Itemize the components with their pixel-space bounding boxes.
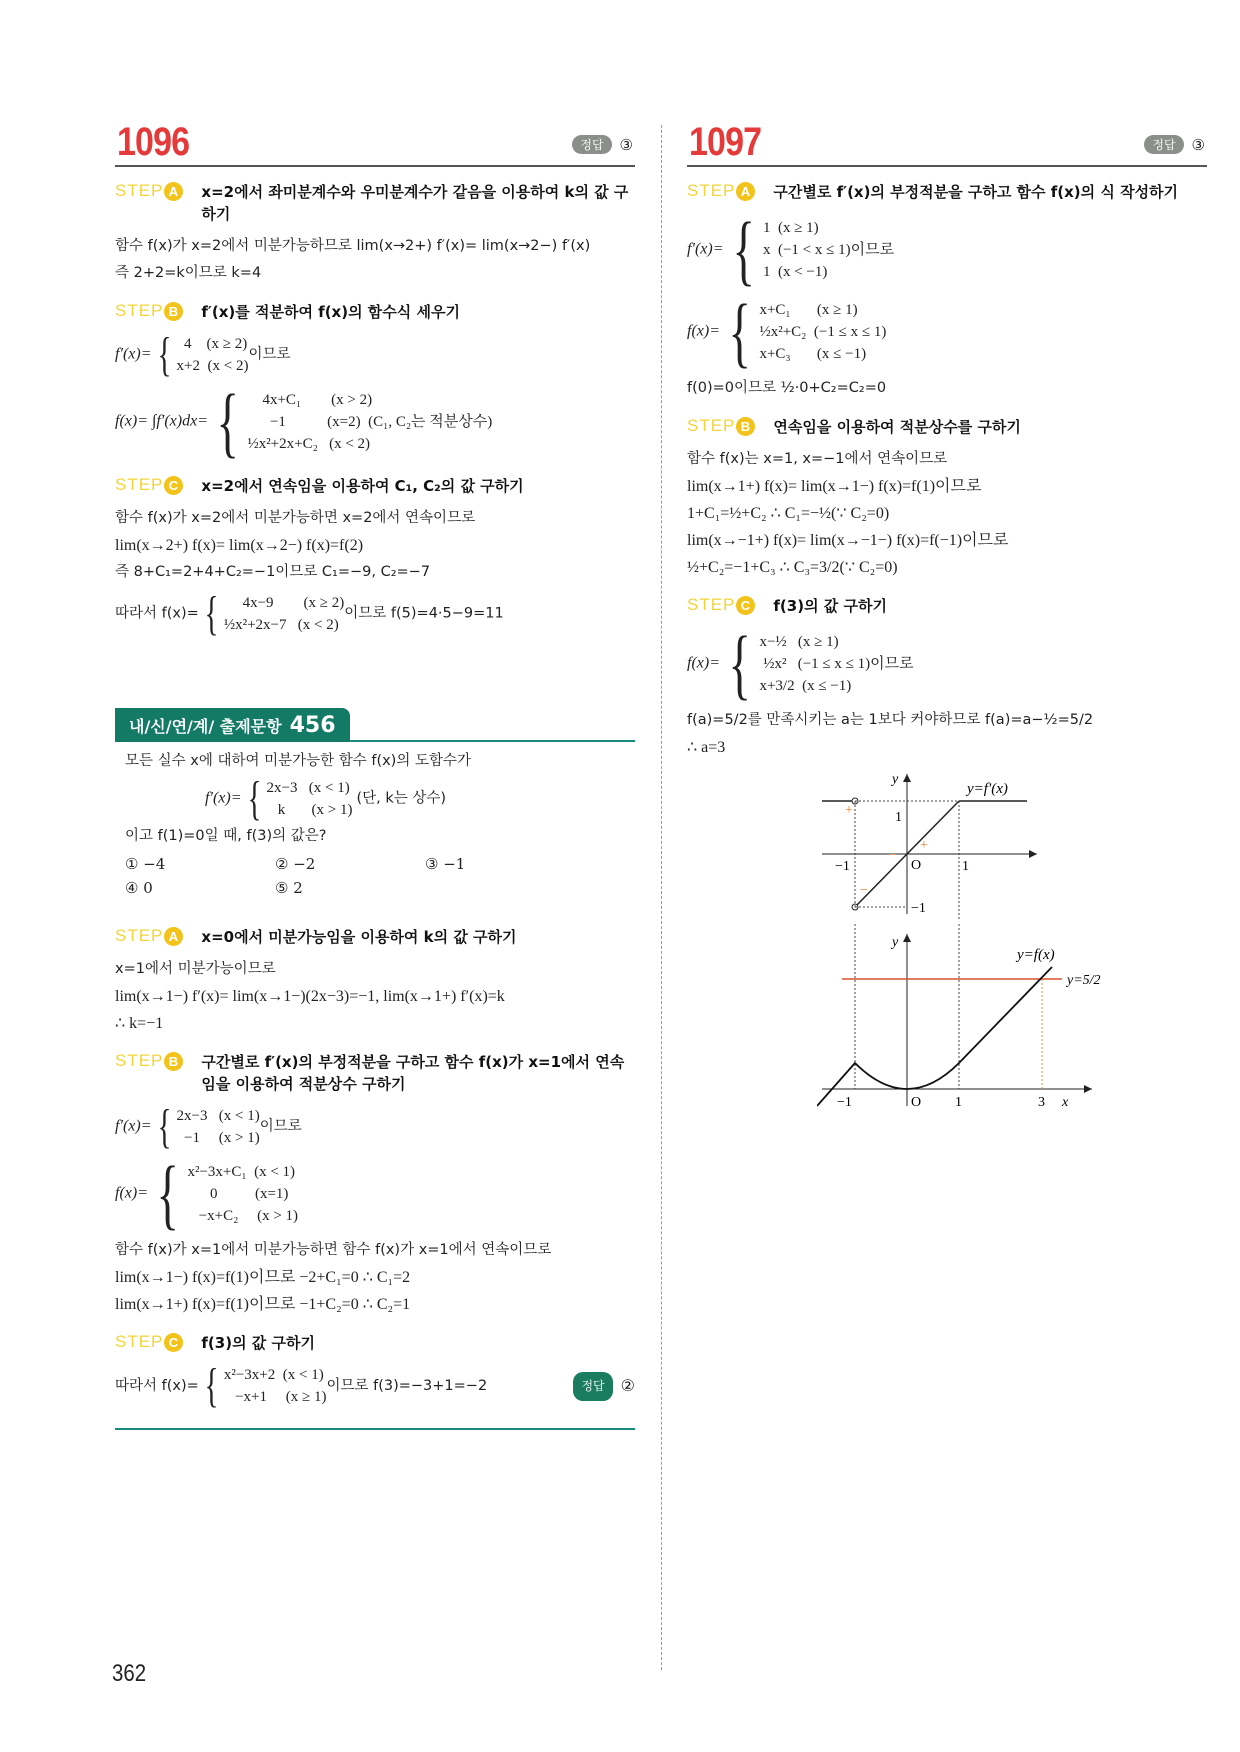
step-tag: STEP A (115, 181, 183, 201)
step-b (687, 416, 1207, 438)
graph-f (817, 924, 1137, 1109)
step-title: 구간별로 f′(x)의 부정적분을 구하고 함수 f(x)의 식 작성하기 (773, 183, 1179, 201)
problem-header-1097 (687, 110, 1207, 167)
text-line: f(0)=0이므로 ½·0+C₂=C₂=0 (687, 380, 887, 396)
answer-badge: 정답 (572, 135, 611, 154)
step-tag: STEP C (687, 595, 755, 615)
step-c (687, 595, 1207, 617)
piecewise-f: f(x)= { x+C₁ (x ≥ 1) ½x²+C₂ (−1 ≤ x ≤ 1) x+C₃ (x ≤ −1) (687, 288, 887, 375)
piecewise-question: f′(x)= { 2x−3 (x < 1) k (x > 1) (단, k는 상수) (205, 772, 447, 825)
sol-step-b (115, 1051, 635, 1095)
text-line: ½+C₂=−1+C₃ ∴ C₃=3/2(∵ C₂=0) (687, 559, 898, 576)
piecewise-fprime: f′(x)= { 1 (x ≥ 1) x (−1 < x ≤ 1)이므로 1 (x < −1) (687, 206, 895, 293)
text-line: x=1에서 미분가능이므로 (115, 961, 276, 977)
svg-text:1: 1 (955, 1095, 962, 1109)
piecewise-f: f(x)= ∫f′(x)dx= { 4x+C₁ (x > 2) −1 (x=2) (C₁, C₂는 적분상수) ½x²+2x+C₂ (x < 2) (115, 378, 493, 465)
question-text: 이고 f(1)=0일 때, f(3)의 값은? (125, 828, 327, 844)
text-line: lim(x→1+) f(x)=f(1)이므로 −1+C₂=0 ∴ C₂=1 (115, 1296, 411, 1313)
step-title: 구간별로 f′(x)의 부정적분을 구하고 함수 f(x)가 x=1에서 연속임을 이용하여 적분상수 구하기 (201, 1053, 625, 1093)
text-line: f(a)=5/2를 만족시키는 a는 1보다 커야하므로 f(a)=a−½=5/2 (687, 712, 1094, 728)
svg-text:1: 1 (895, 810, 902, 825)
text-line: lim(x→−1+) f(x)= lim(x→−1−) f(x)=f(−1)이므로 (687, 532, 1009, 549)
problem-number: 1096 (117, 120, 190, 164)
step-tag: STEP B (115, 1051, 183, 1071)
problem-number: 1097 (689, 120, 762, 164)
step-tag: STEP A (687, 181, 755, 201)
text-line: 즉 8+C₁=2+4+C₂=−1이므로 C₁=−9, C₂=−7 (115, 564, 431, 580)
answer-value: ② (620, 1377, 635, 1395)
choice-5[interactable]: ⑤ 2 (275, 879, 303, 897)
step-title: f(3)의 값 구하기 (201, 1334, 315, 1352)
problem-header-1096 (115, 110, 635, 167)
text-line: lim(x→1+) f(x)= lim(x→1−) f(x)=f(1)이므로 (687, 478, 982, 495)
answer-badge: 정답 (1144, 135, 1183, 154)
svg-text:O: O (911, 1095, 922, 1109)
text-line: lim(x→1−) f′(x)= lim(x→1−)(2x−3)=−1, lim(x→1+) f′(x)=k (115, 988, 505, 1005)
column-divider (661, 125, 662, 1670)
choice-1[interactable]: ① −4 (125, 855, 166, 873)
text-line: 함수 f(x)는 x=1, x=−1에서 연속이므로 (687, 451, 948, 467)
piecewise-f: f(x)= { x²−3x+C₁ (x < 1) 0 (x=1) −x+C₂ (x > 1) (115, 1150, 299, 1237)
piecewise-final: 따라서 f(x)= { x²−3x+2 (x < 1) −x+1 (x ≥ 1) 이므로 f(3)=−3+1=−2 정답 ② (115, 1359, 635, 1412)
linked-problem-tab: 내/신/연/계/ 출제문항 456 (115, 708, 350, 742)
step-b (115, 301, 635, 323)
svg-text:y=f(x): y=f(x) (1017, 947, 1055, 963)
sol-step-a (115, 926, 635, 948)
text-line: lim(x→1−) f(x)=f(1)이므로 −2+C₁=0 ∴ C₁=2 (115, 1269, 411, 1286)
text-line: 즉 2+2=k이므로 k=4 (115, 265, 262, 281)
answer-choices (125, 852, 625, 900)
step-title: x=0에서 미분가능임을 이용하여 k의 값 구하기 (201, 928, 517, 946)
choice-4[interactable]: ④ 0 (125, 879, 153, 897)
step-tag: STEP B (687, 416, 755, 436)
svg-text:y=5/2: y=5/2 (1067, 973, 1101, 988)
svg-text:−: − (860, 883, 868, 898)
svg-text:−1: −1 (911, 901, 926, 916)
graph-fprime (817, 769, 1057, 919)
svg-text:+: + (845, 803, 853, 818)
page-number: 362 (112, 1660, 147, 1687)
step-tag: STEP C (115, 475, 183, 495)
step-tag: STEP B (115, 301, 183, 321)
svg-text:−1: −1 (835, 859, 850, 874)
step-title: x=2에서 좌미분계수와 우미분계수가 같음을 이용하여 k의 값 구하기 (201, 183, 629, 223)
piecewise-final: 따라서 f(x)= { 4x−9 (x ≥ 2) ½x²+2x−7 (x < 2) 이므로 f(5)=4·5−9=11 (115, 587, 504, 640)
svg-text:y: y (892, 772, 899, 787)
piecewise-fprime: f′(x)= { 4 (x ≥ 2) x+2 (x < 2) 이므로 (115, 328, 291, 381)
step-tag: STEP C (115, 1332, 183, 1352)
choice-2[interactable]: ② −2 (275, 855, 316, 873)
answer-badge: 정답 (573, 1372, 612, 1401)
text-line: 1+C₁=½+C₂ ∴ C₁=−½(∵ C₂=0) (687, 505, 890, 522)
text-line: ∴ k=−1 (115, 1015, 164, 1032)
text-line: 함수 f(x)가 x=2에서 미분가능하면 x=2에서 연속이므로 (115, 510, 476, 526)
step-title: 연속임을 이용하여 적분상수를 구하기 (773, 418, 1021, 436)
choice-3[interactable]: ③ −1 (425, 855, 466, 873)
svg-text:−1: −1 (837, 1095, 852, 1109)
step-title: x=2에서 연속임을 이용하여 C₁, C₂의 값 구하기 (201, 477, 524, 495)
sol-step-c (115, 1332, 635, 1354)
svg-text:y=f′(x): y=f′(x) (967, 781, 1008, 797)
step-title: f′(x)를 적분하여 f(x)의 함수식 세우기 (201, 303, 460, 321)
linked-problem (115, 742, 635, 900)
svg-text:−: − (889, 848, 897, 863)
right-column (687, 110, 1207, 1114)
piecewise-f: f(x)= { x−½ (x ≥ 1) ½x² (−1 ≤ x ≤ 1)이므로 x+3/2 (x ≤ −1) (687, 620, 914, 707)
svg-text:O: O (911, 858, 922, 873)
text-line: ∴ a=3 (687, 739, 726, 756)
text-line: 함수 f(x)가 x=1에서 미분가능하면 함수 f(x)가 x=1에서 연속이므로 (115, 1242, 552, 1258)
svg-text:1: 1 (962, 859, 969, 874)
svg-text:x: x (1062, 1095, 1069, 1109)
left-column (115, 110, 635, 1430)
step-title: f(3)의 값 구하기 (773, 597, 887, 615)
linked-problem-header (115, 708, 635, 742)
piecewise-fprime: f′(x)= { 2x−3 (x < 1) −1 (x > 1) 이므로 (115, 1100, 302, 1153)
svg-text:y: y (892, 935, 899, 950)
answer-value: ③ (619, 135, 633, 154)
answer-key (573, 1372, 635, 1401)
step-a (115, 181, 635, 225)
answer-value: ③ (1191, 135, 1205, 154)
text-line: 함수 f(x)가 x=2에서 미분가능하므로 lim(x→2+) f′(x)= lim(x→2−) f′(x) (115, 238, 591, 254)
answer-key (1144, 135, 1205, 154)
section-end-rule (115, 1428, 635, 1430)
step-tag: STEP A (115, 926, 183, 946)
text-line: lim(x→2+) f(x)= lim(x→2−) f(x)=f(2) (115, 537, 364, 554)
svg-text:3: 3 (1038, 1095, 1045, 1109)
question-text: 모든 실수 x에 대하여 미분가능한 함수 f(x)의 도함수가 (125, 753, 471, 769)
step-c (115, 475, 635, 497)
answer-key (572, 135, 633, 154)
svg-text:+: + (920, 838, 928, 853)
step-a (687, 181, 1207, 203)
